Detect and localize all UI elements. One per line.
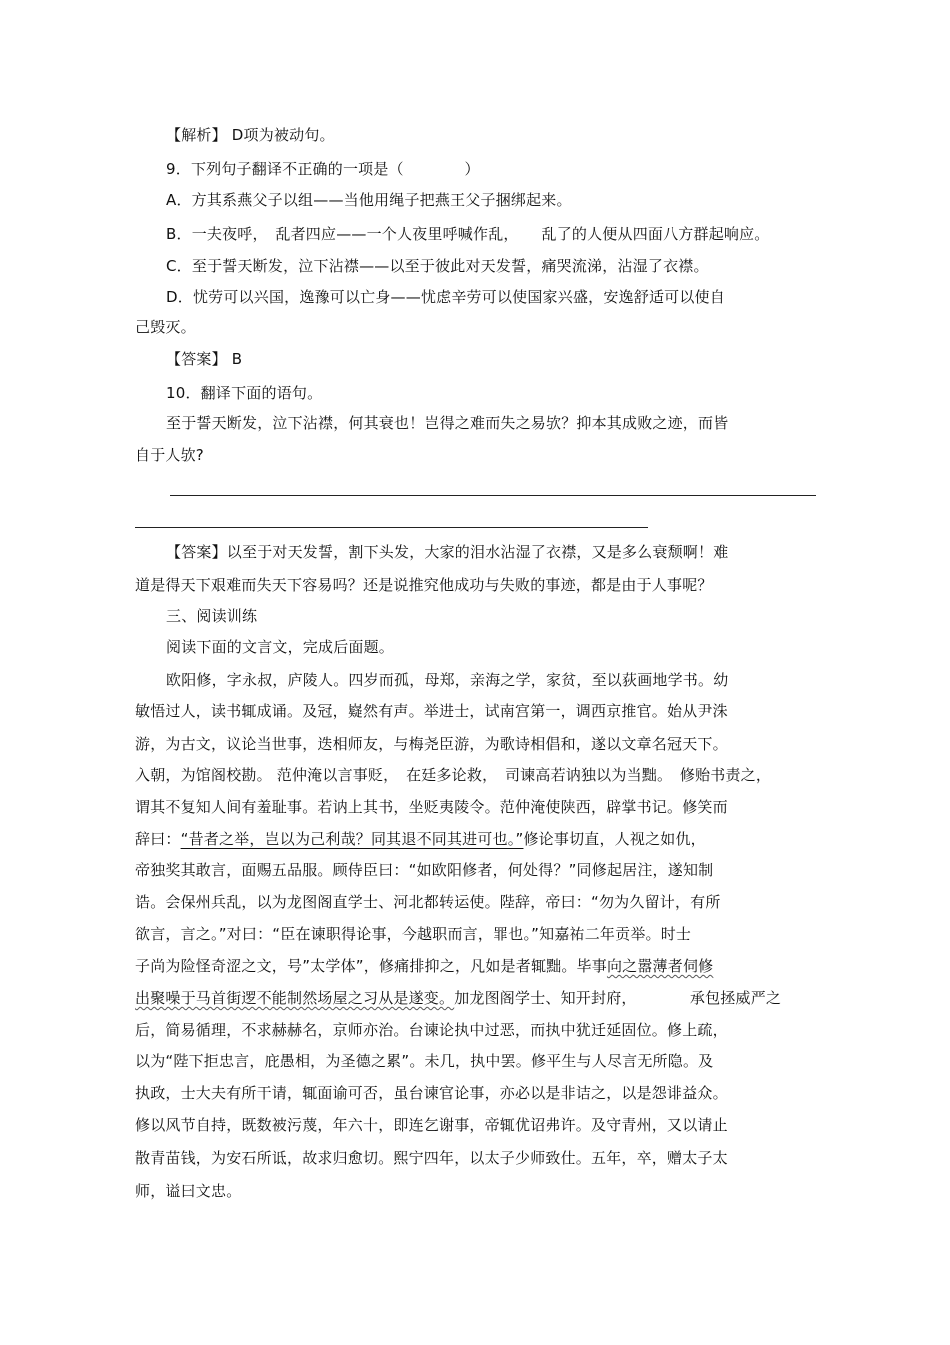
passage-line-06 (135, 828, 706, 850)
passage-line-16: 散青苗钱，为安石所诋，故求归愈切。熙宁四年，以太子少师致仕。五年，卒，赠太子太 (135, 1149, 728, 1167)
passage-line-11-post: 加龙图阁学士、知开封府， 承包拯威严之 (454, 989, 782, 1007)
underlined-sentence: “昔者之举，岂以为己利哉？同其退不同其进可也。” (180, 830, 524, 848)
q10-answer-line1: 【答案】以至于对天发誓，割下头发，大家的泪水沾湿了衣襟，又是多么衰颓啊！难 (166, 543, 729, 561)
passage-line-10 (135, 955, 713, 977)
wavy-underlined-text-b: 出聚噪于马首街逻不能制然场屋之习从是遂变。 (135, 989, 455, 1007)
passage-line-09: 欲言，言之。”对曰：“臣在谏职得论事，今越职而言，罪也。”知嘉祐二年贡举。时士 (135, 925, 692, 943)
passage-line-17: 师，谥曰文忠。 (135, 1182, 242, 1200)
q10-text-line1: 至于誓天断发，泣下沾襟，何其衰也！岂得之难而失之易欤？抑本其成败之迹，而皆 (166, 414, 729, 432)
passage-line-07: 帝独奖其敢言，面赐五品服。顾侍臣曰：“如欧阳修者，何处得？”同修起居注，遂知制 (135, 861, 714, 879)
q9-option-d-line1: D．忧劳可以兴国，逸豫可以亡身——忧虑辛劳可以使国家兴盛，安逸舒适可以使自 (166, 288, 725, 306)
passage-line-11 (135, 987, 781, 1009)
passage-line-08: 诰。会保州兵乱，以为龙图阁直学士、河北都转运使。陛辞，帝曰：“勿为久留计，有所 (135, 893, 721, 911)
q10-answer-line2: 道是得天下艰难而失天下容易吗？还是说推究他成功与失败的事迹，都是由于人事呢？ (135, 576, 713, 594)
passage-line-02: 敏悟过人，读书辄成诵。及冠，嶷然有声。举进士，试南宫第一，调西京推官。始从尹洙 (135, 702, 728, 720)
answer-blank-line-2 (135, 527, 648, 528)
wavy-underlined-text-a: 向之嚣薄者伺修 (606, 957, 714, 975)
q10-stem: 10．翻译下面的语句。 (166, 384, 323, 402)
q8-analysis: 【解析】 D项为被动句。 (166, 126, 335, 144)
q9-option-a: A．方其系燕父子以组——当他用绳子把燕王父子捆绑起来。 (166, 191, 572, 209)
passage-line-06-pre: 辞曰： (135, 830, 181, 848)
q9-option-c: C．至于誓天断发，泣下沾襟——以至于彼此对天发誓，痛哭流涕，沾湿了衣襟。 (166, 257, 709, 275)
passage-line-01: 欧阳修，字永叔，庐陵人。四岁而孤，母郑，亲海之学，家贫，至以荻画地学书。幼 (166, 671, 729, 689)
reading-instruction: 阅读下面的文言文，完成后面题。 (166, 638, 395, 656)
passage-line-10-pre: 子尚为险怪奇涩之文，号”太学体”，修痛排抑之，凡如是者辄黜。毕事 (135, 957, 607, 975)
q9-answer: 【答案】 B (166, 350, 243, 368)
section3-title: 三、阅读训练 (166, 607, 258, 625)
passage-line-13: 以为“陛下拒忠言，庇愚相，为圣德之累”。未几，执中罢。修平生与人尽言无所隐。及 (135, 1052, 714, 1070)
passage-line-04: 入朝，为馆阁校勘。 范仲淹以言事贬， 在廷多论救， 司谏高若讷独以为当黜。 修贻书责之， (135, 766, 772, 784)
q9-stem: 9．下列句子翻译不正确的一项是（ ） (166, 160, 480, 178)
answer-blank-line-1 (170, 495, 816, 496)
passage-line-06-post: 修论事切直，人视之如仇， (523, 830, 706, 848)
q10-text-line2: 自于人欤? (135, 446, 204, 464)
passage-line-15: 修以风节自持，既数被污蔑，年六十，即连乞谢事，帝辄优诏弗许。及守青州，又以请止 (135, 1116, 728, 1134)
passage-line-14: 执政，士大夫有所干请，辄面谕可否，虽台谏官论事，亦必以是非诘之，以是怨诽益众。 (135, 1084, 728, 1102)
passage-line-05: 谓其不复知人间有羞耻事。若讷上其书，坐贬夷陵令。范仲淹使陕西，辟掌书记。修笑而 (135, 798, 728, 816)
passage-line-03: 游，为古文，议论当世事，迭相师友，与梅尧臣游，为歌诗相倡和，遂以文章名冠天下。 (135, 735, 728, 753)
passage-line-12: 后，简易循理，不求赫赫名，京师亦治。台谏论执中过恶，而执中犹迁延固位。修上疏， (135, 1021, 728, 1039)
q9-option-b: B．一夫夜呼， 乱者四应——一个人夜里呼喊作乱， 乱了的人便从四面八方群起响应。 (166, 225, 770, 243)
q9-option-d-line2: 己毁灭。 (135, 318, 196, 336)
